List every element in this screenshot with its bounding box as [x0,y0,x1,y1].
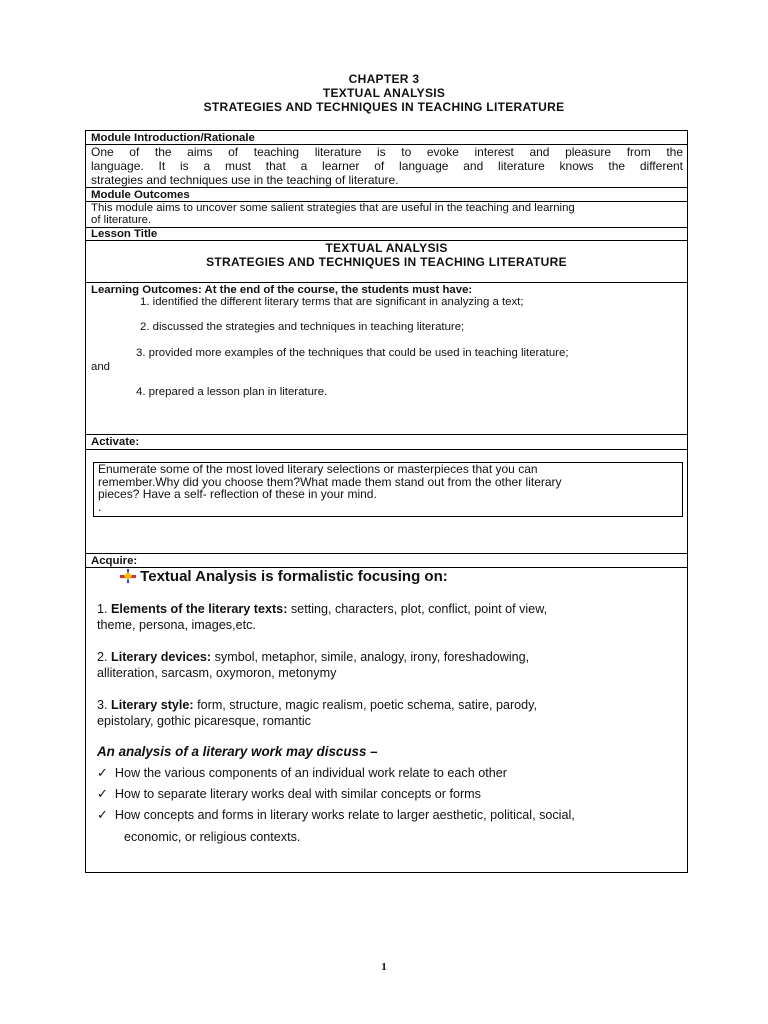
acquire-point-1 [97,601,547,617]
checklist-item-3 [97,807,575,823]
acquire-point-2-cont: alliteration, sarcasm, oxymoron, metonymy [97,666,337,680]
acquire-point-1-cont: theme, persona, images,etc. [97,618,256,632]
lesson-title-label: Lesson Title [91,228,158,240]
activate-label: Activate: [91,436,140,448]
module-intro-label: Module Introduction/Rationale [91,132,255,144]
acquire-point-2-num: 2. [97,650,108,664]
acquire-point-2-label: Literary devices: [111,650,212,664]
checklist-item-2-text: How to separate literary works deal with similar concepts or forms [114,787,481,801]
page-number: 1 [381,961,387,973]
acquire-point-3-num: 3. [97,698,108,712]
acquire-point-2-text: symbol, metaphor, simile, analogy, irony, foreshadowing, [211,650,530,664]
lesson-title-line-2: STRATEGIES AND TECHNIQUES IN TEACHING LITERATURE [206,255,567,269]
acquire-point-1-label: Elements of the literary texts: [111,602,288,616]
chapter-label: CHAPTER 3 [348,72,420,86]
checkmark-icon: ✓ [97,765,108,780]
checkmark-icon: ✓ [97,786,108,801]
learning-outcome-3: 3. provided more examples of the techniques that could be used in teaching literature; [136,347,569,359]
checklist-item-1-text: How the various components of an individual work relate to each other [114,766,507,780]
module-intro-line-1: One of the aims of teaching literature is to evoke interest and pleasure from the [91,145,683,159]
activate-line-4: . [98,499,102,514]
acquire-heading [120,567,448,586]
learning-outcome-3-and: and [91,361,111,373]
acquire-label: Acquire: [91,555,138,567]
acquire-point-3-label: Literary style: [111,698,194,712]
learning-outcomes-heading: Learning Outcomes: At the end of the course, the students must have: [91,284,473,296]
learning-outcome-2: 2. discussed the strategies and techniques in teaching literature; [140,321,465,333]
activate-line-3: pieces? Have a self- reflection of these in your mind. [98,487,377,501]
activate-line-2: remember.Why did you choose them?What made them stand out from the other literary [98,474,562,489]
acquire-point-3-cont: epistolary, gothic picaresque, romantic [97,714,311,728]
module-outcomes-line-1: This module aims to uncover some salient strategies that are useful in the teaching and learning [91,202,575,214]
module-intro-line-3: strategies and techniques use in the teaching of literature. [91,173,399,187]
learning-outcome-4: 4. prepared a lesson plan in literature. [136,386,328,398]
activate-line-1: Enumerate some of the most loved literary selections or masterpieces that you can [98,462,538,476]
acquire-point-1-text: setting, characters, plot, conflict, point of view, [287,602,548,616]
checkmark-icon: ✓ [97,807,108,822]
checklist-item-3-text: How concepts and forms in literary works relate to larger aesthetic, political, social, [114,808,575,822]
pushpin-icon [120,569,136,583]
module-outcomes-line-2: of literature. [91,214,152,226]
chapter-subtitle: TEXTUAL ANALYSIS [322,86,446,100]
acquire-point-2 [97,649,529,665]
acquire-point-3-text: form, structure, magic realism, poetic schema, satire, parody, [193,698,538,712]
learning-outcome-1: 1. identified the different literary terms that are significant in analyzing a text; [140,296,524,308]
acquire-point-1-num: 1. [97,602,108,616]
module-intro-line-2: language. It is a must that a learner of language and literature knows the different [91,159,683,173]
activate-prompt-box [93,462,683,517]
chapter-title: STRATEGIES AND TECHNIQUES IN TEACHING LITERATURE [203,100,565,114]
acquire-point-3 [97,697,537,713]
analysis-heading: An analysis of a literary work may discuss – [97,744,378,759]
lesson-title-line-1: TEXTUAL ANALYSIS [325,241,448,255]
checklist-item-3-cont: economic, or religious contexts. [124,830,301,844]
acquire-heading-text: Textual Analysis is formalistic focusing on: [140,568,448,585]
module-outcomes-label: Module Outcomes [91,189,190,201]
checklist-item-2 [97,786,481,802]
checklist-item-1 [97,765,507,781]
